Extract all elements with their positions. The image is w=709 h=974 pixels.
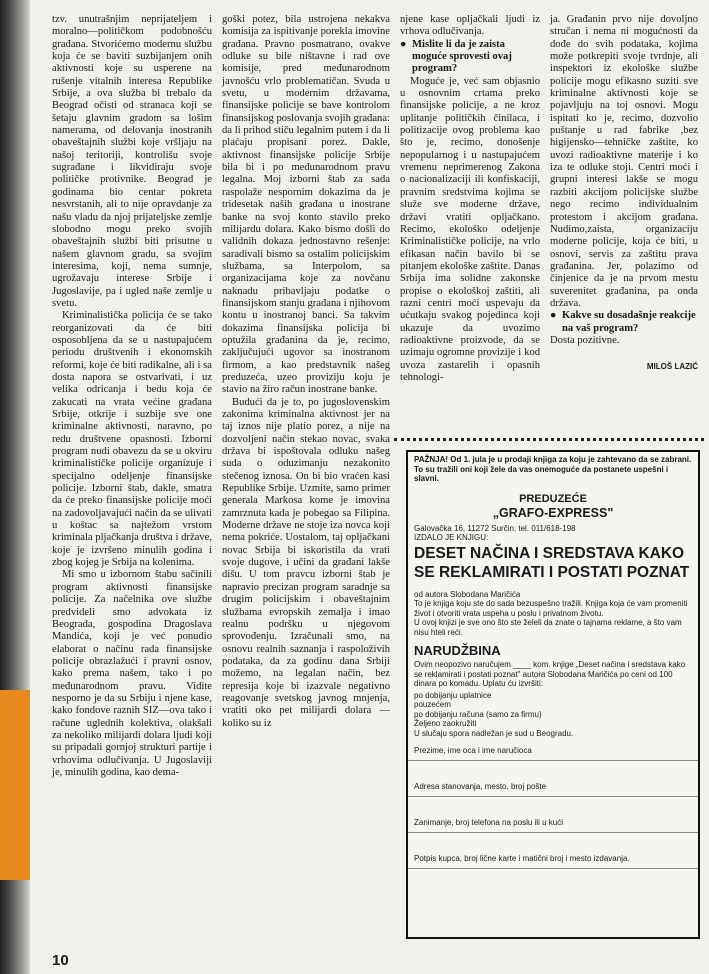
ad-author: od autora Slobodana Maričića <box>414 589 521 599</box>
ad-description-1: To je knjiga koju ste do sada bezuspešno tražili. Knjiga koja će vam promeniti život i otvoriti vrata uspeha u poslu i privatnom životu. <box>414 599 688 618</box>
ad-payment-options <box>408 691 698 739</box>
interview-question <box>400 39 540 76</box>
bullet-icon: ● <box>550 310 557 322</box>
interview-question <box>550 310 698 335</box>
article-paragraph: njene kase opljačkali ljudi iz vrhova odlučivanja. <box>400 14 540 38</box>
order-form-field: Potpis kupca, broj lične karte i matični broj i mesto izdavanja. <box>408 854 698 869</box>
article-paragraph: Mi smo u izbornom štabu sačinili program aktivnosti finansijske policije. Za načelnika ove službe predvideli smo advokata iz Beograda, gospodina Dragoslava Mandića, koji je već ponudio elaborat o načinu rada finansijske policije obrazlažući i pravni osnov, kako prema našem, tako i po međunarodnom pravu. Vidite nesporno je da su Srbiju i njene kase, kako fondove raznih SIZ—ova tako i račune uglednih kolektiva, olakšali za nekoliko milijardi dolara ljudi koji su pripadali gornjoj strukturi partije i vrhovima odlučivanja. U Jugoslaviji je, minulih godina, kao dema- <box>52 569 212 778</box>
ad-publisher-name: „GRAFO-EXPRESS" <box>492 505 614 520</box>
payment-option: U slučaju spora nadležan je sud u Beogradu. <box>414 728 574 738</box>
article-column-1 <box>52 14 212 779</box>
payment-option: Željeno zaokružiti <box>414 719 477 728</box>
magazine-page <box>30 0 709 974</box>
ad-warning: PAŽNJA! Od 1. jula je u prodaji knjiga za koju je zahtevano da se zabrani. To su tražili oni koji žele da vas onemoguće da postanete uspešni i slavni. <box>414 455 692 483</box>
dotted-separator <box>394 438 704 441</box>
article-paragraph: ja. Građanin prvo nije dovoljno stručan i nema ni mogućnosti da dođe do svih podataka, kojima može potkrepiti svoje tvrdnje, ali inspektori iz ekološke službe policije mogu efikasno suziti sve kriminalne aktivnosti koje se pojavljuju na toj osnovi. Mogu ispitati ko je, recimo, dozvolio puštanje u rad fabrike ,bez higijensko—tehničke zaštite, ko uvozi radioaktivne materije i ko iza te odluke stoji. Centri moći i grupni interesi lakše se mogu razbiti akcijom policijske službe nego recimo individualnim protestom i akcijom građana. Nudimo,zaista, organizaciju moderne policije, koja će biti, u osnovi, servis za zaštitu prava građanina. Jer, polazimo od činjenice da je na prvom mestu suverenitet građanina, pa onda država. <box>550 14 698 309</box>
payment-option: pouzećem <box>414 700 451 709</box>
bullet-icon: ● <box>400 38 407 50</box>
payment-option: po dobijanju uplatnice <box>414 690 492 700</box>
article-paragraph: Moguće je, već sam objasnio u osnovnim crtama preko finansijske policije, a ne kroz uplitanje političkih činilaca, i politizacije ovog problema kao što je, recimo, donošenje nepopularnog i u nastupajućem vremenu neprimerenog Zakona o nacionalizaciji ili konfiskaciji, pravnim sredstvima kojima se služe sve moderne države, državi vratiti opljačkano. Recimo, ekološko odeljenje Kriminalističke policije, na vrlo efikasan način bavilo bi se pitanjem ekološke zaštite. Danas Srbija ima solidne zakonske propise o ekološkoj zaštiti, ali razni centri moći uspevaju da ućutkaju svakog pojedinca koji ukazuje da uvozimo radioaktivne proizvode, da se uzimaju ogromne provizije i kod uvoza zastarelih i opasnih tehnologi- <box>400 75 540 383</box>
ad-order-heading: NARUDŽBINA <box>414 643 501 658</box>
article-paragraph: Dosta pozitivne. <box>550 334 620 346</box>
article-column-4 <box>550 14 698 374</box>
article-paragraph: tzv. unutrašnjim neprijateljem i moralno—političkom podobnošću građana. Stvorićemo modernu službu koja će se baviti suzbijanjem onih aktivnosti koje su usperene na rušenje vitalnih interesa Republike Srbije, a ova služba bi trebalo da Beograd očisti od stranaca koji se šetaju glavnim gradom sa lošim namerama, od delovanja inostranih obaveštajnih službi koje vršljaju na našoj teritoriji, kontrolišu svoje sugrađane i likvidiraju svoje političke protivnike. Beograd je godinama bio centar pokreta nesvrstanih, ali to nije opravdanje za našu vladu da njoj prijateljske zemlje slobodno mogu preko svojih obaveštajnih službi biti prisutne u našem glavnom gradu, sa svojim interesima, koji, nema sumnje, ugrožavaju interese Srbije i Jugoslavije, pa i ugled naše zemlje u svetu. <box>52 14 212 309</box>
page-number: 10 <box>52 952 69 969</box>
order-form-field: Prezime, ime oca i ime naručioca <box>408 746 698 761</box>
order-form-field: Adresa stanovanja, mesto, broj pošte <box>408 782 698 797</box>
article-paragraph: goški potez, bila ustrojena nekakva komisija za ispitivanje porekla imovine građana. Pravno posmatrano, ovakve odluke su bile ništavne i rad ove komisije, pred međunarodnom javnošću vrlo problematičan. Svuda u svetu, u modernim državama, finansijske policije se bave kontrolom finansijskog poslovanja svojih građana: da li prihod stiču legalnim putem i da li plaćaju propisani porez. Dakle, aktivnost finansijske policije Srbije bila bi i po međunarodnom pravu legalna. Moj izborni štab za sada raspolaže nespornim dokazima da je tridesetak naših građana u inostrane banke na svoj konto stavilo preko milijardu dolara. Kako bismo došli do validnih dokaza jednostavno rešenje: saradivali bismo sa ostalim policijskim službama, sa Interpolom, sa organizacijama koje za novčanu naknadu pribavljaju podatke o finansijskom stanju građana i njihovom kontu u inostranoj banci. Sa takvim dokazima finansijska policija bi optužila građanina da je, recimo, zaključujući ugovor sa inostranom firmom, a kao predstavnik našeg preduzeća, uzeo proviziju koju je stavio na žiro račun inostrane banke. <box>222 14 390 396</box>
ad-address: Galovačka 16, 11272 Surčin, tel. 011/618-198 <box>414 523 576 533</box>
ad-published: IZDALO JE KNJIGU: <box>414 532 489 542</box>
ad-description-2: U ovoj knjizi je sve ono što ste želeli da znate o tajnama reklame, a što vam nisu hteli reći. <box>414 618 682 637</box>
order-form-field: Zanimanje, broj telefona na poslu ili u kući <box>408 818 698 833</box>
ad-order-text: Ovim neopozivo naručujem ____ kom. knjige „Deset načina i sredstava kako se reklamirati i postati poznat" autora Slobodana Maričića po ceni od 100 dinara po komadu. Uplatu ću izvršiti: <box>414 660 686 688</box>
adjacent-page-orange-edge <box>0 690 30 880</box>
author-signature: MILOŠ LAZIĆ <box>646 362 698 372</box>
article-column-2 <box>222 14 390 730</box>
payment-option: po dobijanju računa (samo za firmu) <box>414 709 542 719</box>
article-paragraph: Budući da je to, po jugoslovenskim zakonima kriminalna aktivnost jer na taj iznos nije platio porez, a nije na dozvoljeni način stekao novac, svaka država bi ispoštovala odluku našeg suda o oduzimanju nezakonito stečenog iznosa. On bi bio vraćen kasi Republike Srbije. Uzmite, samo primer generala Markosa kome je imovina zamrznuta kada je pobegao sa Filipina. Moderne države ne stoje iza novca koji nema pokriće. Uostalom, taj opljačkani novac Srbija bi iskoristila da vrati svoje dugove, i učini da građani lakše dišu. U tom pravcu izborni štab je napravio precizan program saradnje sa drugim policijskim i obaveštajnim službama evropskih zemalja i imao realnu podršku u njegovom sprovođenju. Izračunali smo, na osnovu realnih saznanja i raspoloživih podataka, da za godinu dana Srbiji možemo, na legalan način, bez represija koje bi izazvale negativno reagovanje svetskog javnog mnjenja, vratiti oko pet milijardi dolara — koliko su iz <box>222 396 390 729</box>
question-text: Kakve su dosadašnje reakcije na vaš program? <box>562 310 696 334</box>
article-column-3 <box>400 14 540 384</box>
article-paragraph: Kriminalistička policija će se tako reorganizovati da će biti osposobljena da se u nastupajućem periodu društvenih i ekonomskih reformi, koje će biti radikalne, ali i sa dosta napora se ostvarivati, i uz velika odricanja i bedu koja će zakucati na vrata većine građana Srbije, otkrije i suzbije sve one kriminalne aktivnosti, naravno, po redu društvene opasnosti. Izborni program nudi obavezu da se u okviru kriminalističke policije organizuje i specijalno odeljenje finansijske policije. Izborni štab, dakle, smatra da će preko finansijske policije moći na zadovoljavajući način da se ulivati u koštac sa najtežom vrstom kriminala pljačkanja društva i države, koje je izvršeno minulih godina i zbog kojeg je Srbija na kolenima. <box>52 310 212 569</box>
question-text: Mislite li da je zaista moguće sprovesti ovaj program? <box>412 38 512 75</box>
ad-order-fields <box>408 746 698 886</box>
ad-publisher-label: PREDUZEĆE <box>519 492 587 505</box>
book-advertisement <box>406 450 700 939</box>
ad-book-title: DESET NAČINA I SREDSTAVA KAKO SE REKLAMIRATI I POSTATI POZNAT <box>414 544 690 581</box>
